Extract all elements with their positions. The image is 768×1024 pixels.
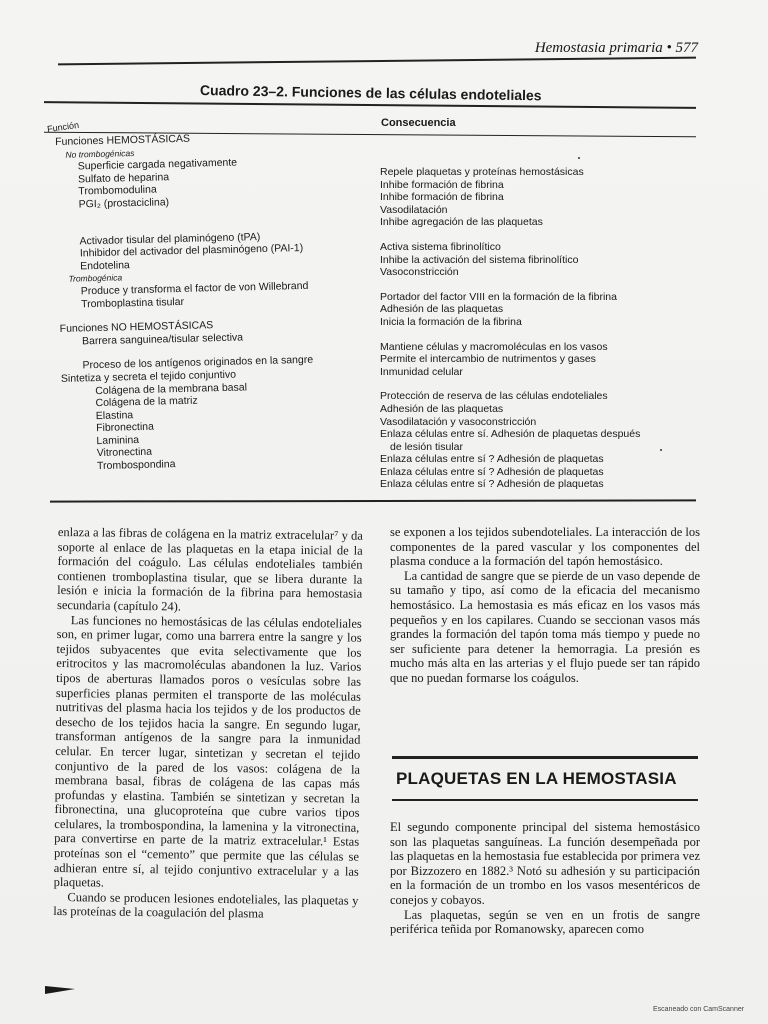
paragraph: El segundo componente principal del sistema hemostásico son las plaquetas sanguíneas. La función desempeñada por las plaquetas en la hemostasia fue establecida por primera vez por Bizzozero en 1882.³ Notó su adhesión y su participación en la formación de un trombo en los vasos mesentéricos de conejos y cobayos.	[390, 820, 700, 907]
running-head: Hemostasia primaria • 577	[534, 40, 698, 56]
table-cell: No trombogénicas	[65, 147, 135, 160]
speck	[660, 449, 662, 451]
section-heading: PLAQUETAS EN LA HEMOSTASIA	[396, 769, 677, 788]
table-cell: Elastina	[95, 408, 134, 422]
paragraph: Las plaquetas, según se ven en un frotis de sangre periférica teñida por Romanowsky, aparecen como	[390, 907, 700, 937]
table-cell: Inhibe formación de fibrina	[380, 178, 504, 191]
paragraph: La cantidad de sangre que se pierde de un vaso depende de su tamaño y tipo, así como de la eficacia del mecanismo hemostásico. La hemostasia es más eficaz en los vasos más pequeños y en los capilares. Cuando se seccionan vasos más grandes la formación del tapón toma más tiempo y puede no ser suficiente para detener la hemorragia. La presión es mucho más alta en las arterias y el flujo puede ser tan rápido que no puedan formarse los coágulos.	[390, 568, 700, 685]
table-column-consecuencia	[380, 166, 680, 491]
table-cell: Permite el intercambio de nutrimentos y gases	[380, 353, 596, 366]
table-cell: Activador tisular del plaminógeno (tPA)	[79, 230, 261, 247]
paragraph: se exponen a los tejidos subendoteliales. La interacción de los componentes de la pared vascular y los componentes del plasma conduce a la formación del tapón hemostásico.	[390, 525, 700, 569]
table-cell: Trombospondina	[96, 458, 176, 473]
table-cell: Trombomodulina	[78, 183, 157, 198]
table-cell: Inhibe formación de fibrina	[380, 191, 504, 204]
table-cell: Colágena de la membrana basal	[95, 380, 248, 397]
table-cell: Enlaza células entre sí. Adhesión de plaquetas después	[380, 428, 641, 441]
table-cell: Sulfato de heparina	[77, 171, 170, 186]
table-cell: Mantiene células y macromoléculas en los vasos	[380, 340, 608, 353]
scanner-watermark: Escaneado con CamScanner	[653, 1006, 745, 1013]
table-bottom-rule	[50, 499, 696, 502]
body-right-column-top	[390, 525, 700, 686]
table-cell: Enlaza células entre sí ? Adhesión de plaquetas	[380, 465, 604, 478]
body-right-column-bottom	[390, 820, 700, 937]
table-cell: Adhesión de las plaquetas	[380, 402, 504, 415]
table-column-funcion	[55, 129, 363, 474]
paragraph: enlaza a las fibras de colágena en la matriz extracelular⁷ y da soporte al enlace de las plaquetas en la etapa inicial de la formación del coágulo. Las células endoteliales también contienen tromboplastina tisular, que se libera durante la lesión e inicia la formación de la fibrina para hemostasia secundaria (capítulo 24).	[56, 525, 363, 614]
table-cell: Fibronectina	[96, 420, 155, 435]
table-cell: de lesión tisular	[390, 440, 463, 453]
table-cell: Portador del factor VIII en la formación de la fibrina	[380, 290, 617, 303]
table-cell: Barrera sanguinea/tisular selectiva	[81, 331, 244, 348]
section-bottom-rule	[392, 799, 698, 801]
page-corner-arrow-icon	[45, 986, 75, 994]
table-cell: Trombogénica	[68, 272, 123, 285]
paragraph: Cuando se producen lesiones endoteliales, las plaquetas y las proteínas de la coagulación del plasma	[53, 889, 359, 921]
table-cell: Funciones HEMOSTÁSICAS	[55, 132, 191, 148]
table-top-rule	[44, 101, 696, 109]
table-title: Cuadro 23–2. Funciones de las células endoteliales	[199, 82, 542, 104]
speck	[578, 157, 580, 159]
body-left-column	[53, 525, 363, 923]
table-cell: Inmunidad celular	[380, 365, 463, 378]
table-cell: Produce y transforma el factor de von Willebrand	[80, 279, 309, 298]
table-cell: Colágena de la matriz	[95, 394, 198, 410]
table-cell: Funciones NO HEMOSTÁSICAS	[59, 319, 214, 336]
table-cell: Protección de reserva de las células endoteliales	[380, 390, 608, 403]
section-top-rule	[392, 756, 698, 759]
table-cell: Inicia la formación de la fibrina	[380, 315, 522, 328]
table-cell: Sintetiza y secreta el tejido conjuntivo	[60, 368, 237, 385]
table-cell: Enlaza células entre sí ? Adhesión de plaquetas	[380, 478, 604, 491]
table-cell: Vasodilatación y vasoconstricción	[380, 415, 537, 428]
table-cell: Vasodilatación	[380, 203, 448, 216]
top-rule	[58, 57, 696, 66]
paragraph: Las funciones no hemostásicas de las células endoteliales son, en primer lugar, como una barrera entre la sangre y los tejidos subyacentes que evita selectivamente que los eritrocitos y las macromoléculas abandonen la luz. Varios tipos de aberturas llamados poros o vesículas sobre las superficies planas permiten el transporte de las moléculas nutritivas del plasma hacia los tejidos y de los productos de desecho de los tejidos hacia la sangre. En segundo lugar, transforman antígenos de la sangre para la inmunidad celular. En tercer lugar, sintetizan y secretan el tejido conjuntivo de la pared de los vasos: colágena de la membrana basal, fibras de colágena de las capas más profundas y elastina. También se sintetizan y secretan la fibronectina, una glucoproteína que cubre varios tipos celulares, la trombospondina, la lamenina y la vitronectina, para convertirse en parte de la matriz extracelular.¹ Estas proteínas son el “cemento” que permite que las células se adhieran entre sí, al tejido conjuntivo extracelular y a las plaquetas.	[53, 612, 362, 890]
table-cell: Repele plaquetas y proteínas hemostásicas	[380, 166, 584, 178]
table-cell: Vitronectina	[96, 446, 153, 460]
table-cell: Superficie cargada negativamente	[77, 156, 238, 173]
table-cell: Inhibe la activación del sistema fibrinolítico	[380, 253, 579, 266]
table-cell: Proceso de los antígenos originados en la sangre	[82, 354, 314, 372]
table-cell: Tromboplastina tisular	[80, 295, 185, 310]
table-cell: Endotelina	[80, 258, 130, 273]
header-consecuencia: Consecuencia	[381, 117, 456, 129]
table-cell: PGI₂ (prostaciclina)	[78, 196, 170, 211]
table-cell: Inhibe agregación de las plaquetas	[380, 216, 543, 229]
table-cell: Enlaza células entre sí ? Adhesión de plaquetas	[380, 453, 604, 466]
table-cell: Laminina	[96, 433, 140, 447]
table-cell: Adhesión de las plaquetas	[380, 303, 504, 316]
table-cell: Vasoconstricción	[380, 266, 459, 279]
header-funcion: Función	[46, 119, 80, 135]
table-cell: Activa sistema fibrinolítico	[380, 240, 501, 253]
table-cell: Inhibidor del activador del plasminógeno (PAI-1)	[79, 242, 304, 260]
